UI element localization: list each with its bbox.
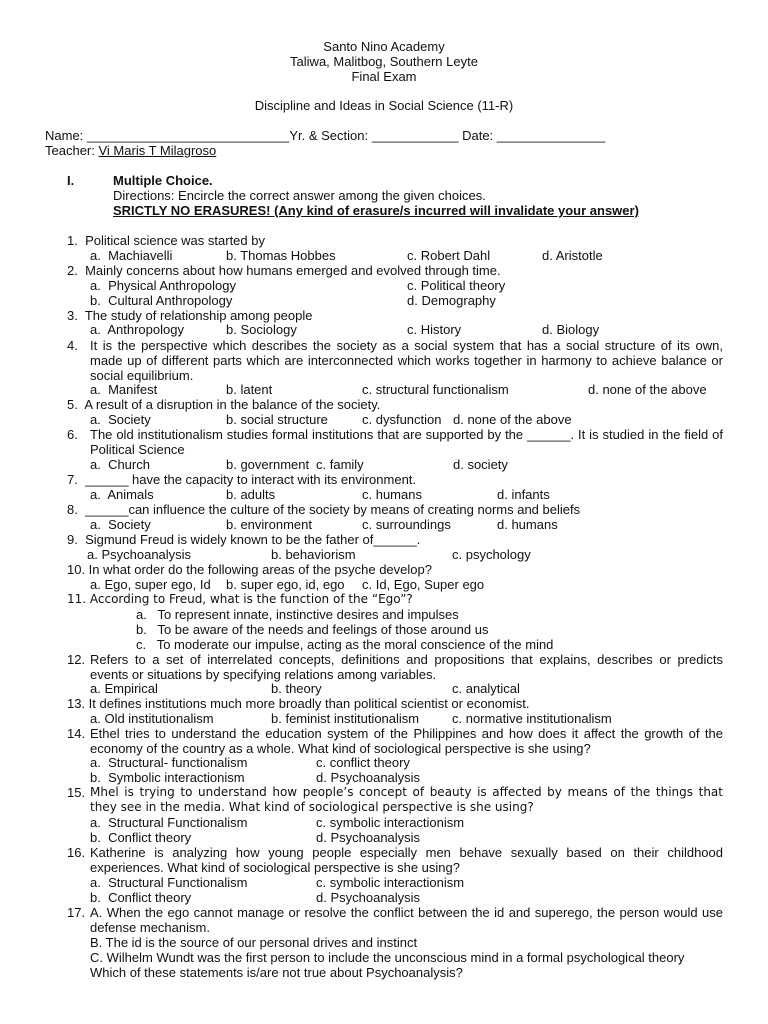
question-8: 8. ______can influence the culture of the society by means of creating norms and beliefs <box>67 502 581 517</box>
q8-option-d[interactable]: d. humans <box>497 517 558 532</box>
q11-option-a[interactable]: a. To represent innate, instinctive desires and impulses <box>136 607 459 622</box>
q14-option-c[interactable]: c. conflict theory <box>316 755 410 770</box>
q1-option-a[interactable]: a. Machiavelli <box>90 248 173 263</box>
q6-option-d[interactable]: d. society <box>453 457 508 472</box>
question-17-statement-a: A. When the ego cannot manage or resolve the conflict between the id and superego, the person would use defense mechanism. <box>90 905 723 935</box>
question-14: Ethel tries to understand the education system of the Philippines and how does it affect the growth of the economy of the country as a whole. What kind of sociological perspective is she using? <box>90 726 723 756</box>
q4-option-c[interactable]: c. structural functionalism <box>362 382 509 397</box>
q8-option-b[interactable]: b. environment <box>226 517 312 532</box>
q13-option-a[interactable]: a. Old institutionalism <box>90 711 214 726</box>
q11-option-b[interactable]: b. To be aware of the needs and feelings of those around us <box>136 622 489 637</box>
q6-option-c[interactable]: c. family <box>316 457 364 472</box>
subject-title: Discipline and Ideas in Social Science (11-R) <box>254 98 514 113</box>
q3-option-b[interactable]: b. Sociology <box>226 322 297 337</box>
q5-option-b[interactable]: b. social structure <box>226 412 328 427</box>
q12-option-c[interactable]: c. analytical <box>452 681 520 696</box>
q9-option-a[interactable]: a. Psychoanalysis <box>87 547 192 562</box>
question-17-statement-c: C. Wilhelm Wundt was the first person to include the unconscious mind in a formal psychological theory <box>90 950 685 965</box>
q16-option-c[interactable]: c. symbolic interactionism <box>316 875 465 890</box>
q8-option-a[interactable]: a. Society <box>90 517 151 532</box>
question-15-num: 15. <box>67 785 86 800</box>
question-4: It is the perspective which describes the society as a social system that has a social structure of its own, made up of different parts which are interconnected which works together in harmony to achieve balance or social equilibrium. <box>90 338 723 383</box>
q5-option-c[interactable]: c. dysfunction <box>362 412 442 427</box>
q10-option-a[interactable]: a. Ego, super ego, Id <box>90 577 211 592</box>
question-3: 3. The study of relationship among people <box>67 308 313 323</box>
q7-option-d[interactable]: d. infants <box>497 487 550 502</box>
q15-option-b[interactable]: b. Conflict theory <box>90 830 192 845</box>
question-11: 11. According to Freud, what is the function of the “Ego”? <box>67 592 413 606</box>
q14-option-d[interactable]: d. Psychoanalysis <box>316 770 421 785</box>
q4-option-d[interactable]: d. none of the above <box>588 382 707 397</box>
question-12-num: 12. <box>67 652 86 667</box>
question-17-prompt: Which of these statements is/are not true about Psychoanalysis? <box>90 965 463 980</box>
q6-option-b[interactable]: b. government <box>226 457 310 472</box>
question-17-statement-b: B. The id is the source of our personal drives and instinct <box>90 935 418 950</box>
question-9: 9. Sigmund Freud is widely known to be the father of______. <box>67 532 421 547</box>
question-6-num: 6. <box>67 427 78 442</box>
q9-option-b[interactable]: b. behaviorism <box>271 547 356 562</box>
question-5: 5. A result of a disruption in the balance of the society. <box>67 397 381 412</box>
q2-option-c[interactable]: c. Political theory <box>407 278 506 293</box>
question-4-num: 4. <box>67 338 78 353</box>
q8-option-c[interactable]: c. surroundings <box>362 517 451 532</box>
exam-title: Final Exam <box>351 69 417 84</box>
question-12: Refers to a set of interrelated concepts, definitions and propositions that explains, describes or predicts events or situations by specifying relations among variables. <box>90 652 723 682</box>
q16-option-a[interactable]: a. Structural Functionalism <box>90 875 248 890</box>
question-14-num: 14. <box>67 726 86 741</box>
question-1: 1. Political science was started by <box>67 233 265 248</box>
q14-option-b[interactable]: b. Symbolic interactionism <box>90 770 245 785</box>
school-address: Taliwa, Malitbog, Southern Leyte <box>290 54 478 69</box>
q10-option-b[interactable]: b. super ego, id, ego <box>226 577 345 592</box>
directions: Directions: Encircle the correct answer among the given choices. <box>113 188 486 203</box>
teacher-name: Vi Maris T Milagroso <box>98 143 217 158</box>
q15-option-a[interactable]: a. Structural Functionalism <box>90 815 248 830</box>
q5-option-a[interactable]: a. Society <box>90 412 151 427</box>
q2-option-d[interactable]: d. Demography <box>407 293 496 308</box>
exam-header <box>0 39 768 84</box>
q3-option-d[interactable]: d. Biology <box>542 322 600 337</box>
teacher-line <box>45 143 216 158</box>
q10-option-c[interactable]: c. Id, Ego, Super ego <box>362 577 485 592</box>
question-13: 13. It defines institutions much more broadly than political scientist or economist. <box>67 696 530 711</box>
q2-option-a[interactable]: a. Physical Anthropology <box>90 278 236 293</box>
warning: SRICTLY NO ERASURES! (Any kind of erasure/s incurred will invalidate your answer) <box>113 203 639 218</box>
q14-option-a[interactable]: a. Structural- functionalism <box>90 755 248 770</box>
q13-option-c[interactable]: c. normative institutionalism <box>452 711 612 726</box>
question-6: The old institutionalism studies formal institutions that are supported by the ______. It is studied in the field of Political Science <box>90 427 723 457</box>
q9-option-c[interactable]: c. psychology <box>452 547 531 562</box>
question-16: Katherine is analyzing how young people especially men behave sexually based on their childhood experiences. What kind of sociological perspective is she using? <box>90 845 723 875</box>
question-16-num: 16. <box>67 845 86 860</box>
q12-option-b[interactable]: b. theory <box>271 681 322 696</box>
q16-option-d[interactable]: d. Psychoanalysis <box>316 890 421 905</box>
q12-option-a[interactable]: a. Empirical <box>90 681 158 696</box>
q16-option-b[interactable]: b. Conflict theory <box>90 890 192 905</box>
question-2: 2. Mainly concerns about how humans emerged and evolved through time. <box>67 263 501 278</box>
q15-option-c[interactable]: c. symbolic interactionism <box>316 815 465 830</box>
section-title: Multiple Choice. <box>113 173 213 188</box>
q5-option-d[interactable]: d. none of the above <box>453 412 572 427</box>
name-field-line[interactable]: Name: ____________________________Yr. & Section: ____________ Date: _______________ <box>45 128 606 143</box>
q3-option-a[interactable]: a. Anthropology <box>90 322 184 337</box>
question-7: 7. ______ have the capacity to interact with its environment. <box>67 472 417 487</box>
question-10: 10. In what order do the following areas of the psyche develop? <box>67 562 432 577</box>
q7-option-c[interactable]: c. humans <box>362 487 422 502</box>
question-15: Mhel is trying to understand how people’s concept of beauty is affected by means of the things that they see in the media. What kind of sociological perspective is she using? <box>90 785 723 814</box>
q4-option-a[interactable]: a. Manifest <box>90 382 158 397</box>
q7-option-b[interactable]: b. adults <box>226 487 276 502</box>
school-name: Santo Nino Academy <box>323 39 445 54</box>
q2-option-b[interactable]: b. Cultural Anthropology <box>90 293 233 308</box>
question-17-num: 17. <box>67 905 86 920</box>
q1-option-c[interactable]: c. Robert Dahl <box>407 248 491 263</box>
teacher-label: Teacher: <box>45 143 95 158</box>
q13-option-b[interactable]: b. feminist institutionalism <box>271 711 420 726</box>
q7-option-a[interactable]: a. Animals <box>90 487 154 502</box>
q11-option-c[interactable]: c. To moderate our impulse, acting as the moral conscience of the mind <box>136 637 554 652</box>
q1-option-d[interactable]: d. Aristotle <box>542 248 603 263</box>
q6-option-a[interactable]: a. Church <box>90 457 150 472</box>
q4-option-b[interactable]: b. latent <box>226 382 273 397</box>
section-roman: I. <box>67 173 75 188</box>
q15-option-d[interactable]: d. Psychoanalysis <box>316 830 421 845</box>
q1-option-b[interactable]: b. Thomas Hobbes <box>226 248 336 263</box>
q3-option-c[interactable]: c. History <box>407 322 462 337</box>
